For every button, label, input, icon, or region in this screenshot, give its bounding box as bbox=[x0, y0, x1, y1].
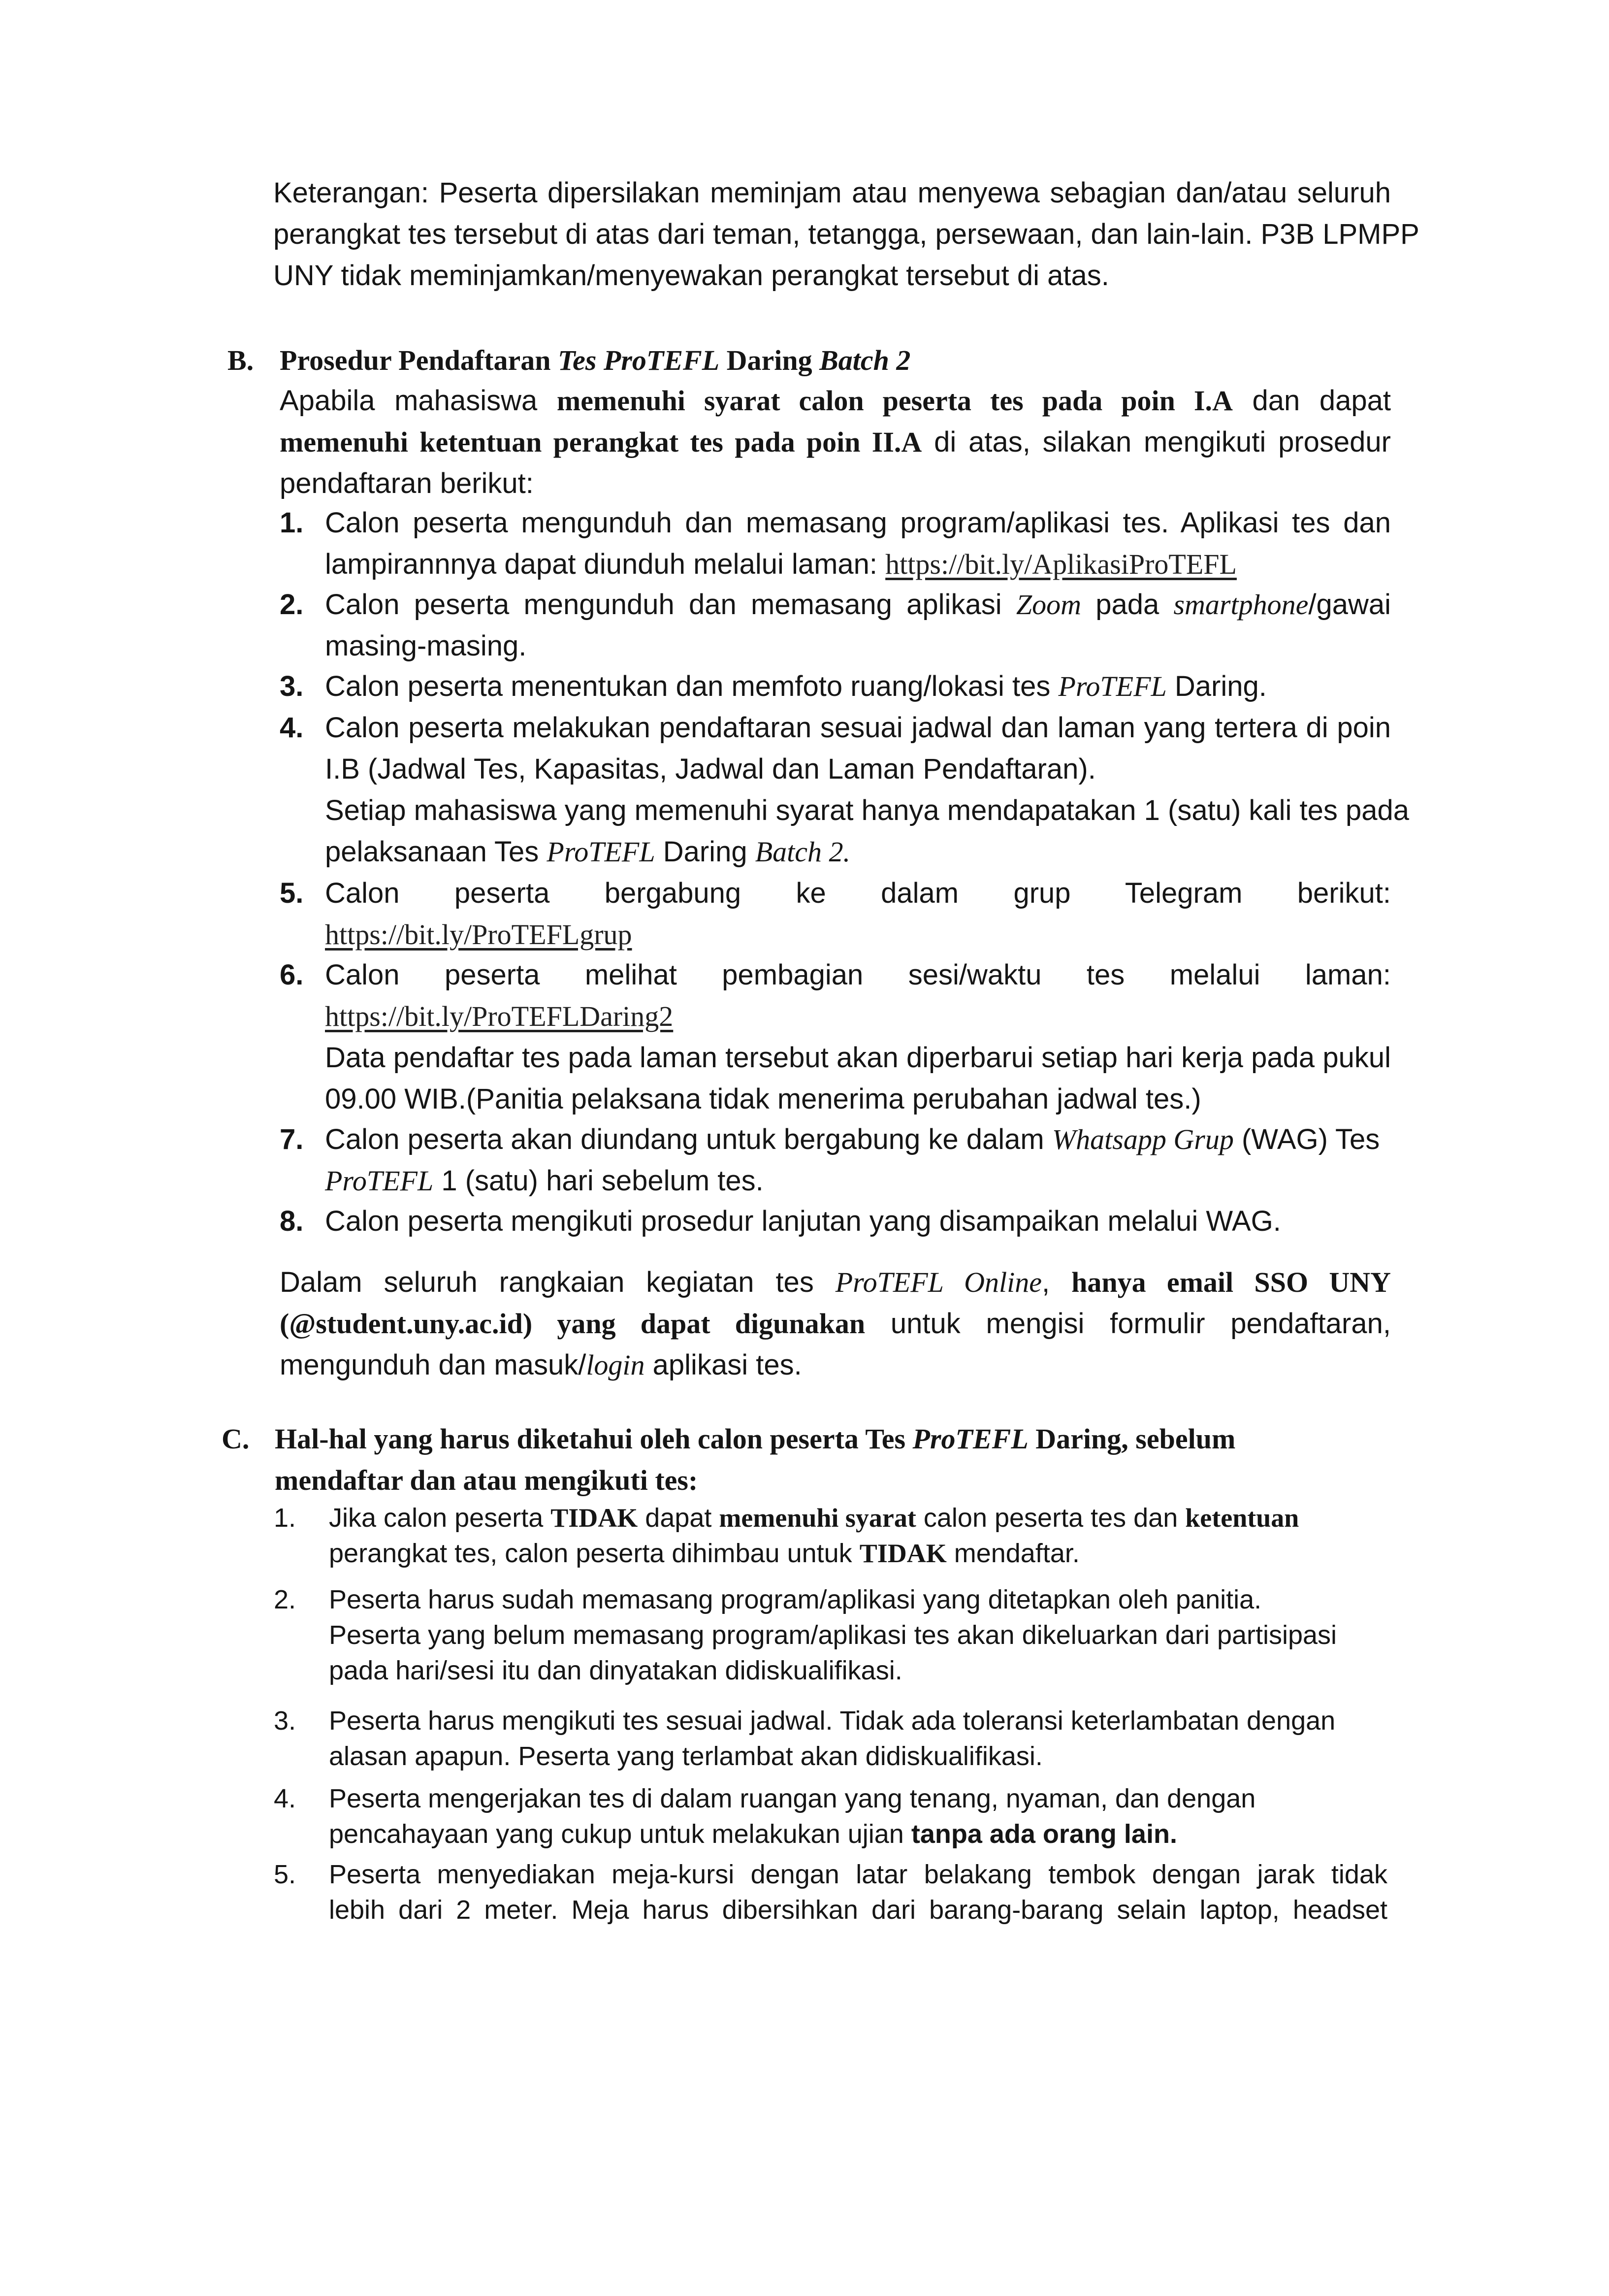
intro-line-2 bbox=[280, 422, 1391, 463]
c-item-4-line-2 bbox=[329, 1816, 1387, 1852]
c-item-2-line-3: pada hari/sesi itu dan dinyatakan didiskualifikasi. bbox=[329, 1656, 902, 1685]
b-item-1 bbox=[325, 502, 1391, 585]
section-c-letter: C. bbox=[222, 1423, 250, 1455]
c-item-5 bbox=[329, 1857, 1387, 1928]
b-item-5-line-2 bbox=[325, 914, 1391, 955]
section-c-title bbox=[275, 1418, 1387, 1501]
b-item-8-number: 8. bbox=[280, 1205, 304, 1237]
c-item-1-number: 1. bbox=[274, 1503, 296, 1533]
tanpa-orang-lain-bold: tanpa ada orang lain. bbox=[911, 1819, 1177, 1849]
b-item-6-line-2 bbox=[325, 996, 1391, 1037]
b-item-4-number: 4. bbox=[280, 712, 304, 744]
closing-line-3 bbox=[280, 1345, 1391, 1386]
session-schedule-link[interactable]: https://bit.ly/ProTEFLDaring2 bbox=[325, 1000, 674, 1032]
smartphone-italic: smartphone bbox=[1173, 589, 1309, 621]
closing-bold: hanya email SSO UNY bbox=[1071, 1266, 1391, 1298]
section-b-title-part: Daring bbox=[719, 344, 820, 376]
section-c-title-line-2: mendaftar dan atau mengikuti tes: bbox=[275, 1464, 698, 1496]
b-item-8: Calon peserta mengikuti prosedur lanjutan yang disampaikan melalui WAG. bbox=[325, 1205, 1281, 1237]
login-italic: login bbox=[586, 1349, 645, 1381]
intro-text: Apabila mahasiswa bbox=[280, 385, 557, 417]
b-item-7-text: 1 (satu) hari sebelum tes. bbox=[433, 1165, 764, 1197]
ketentuan-bold: ketentuan bbox=[1185, 1503, 1299, 1533]
b-item-1-line-2 bbox=[325, 544, 1391, 585]
b-item-2-text: pada bbox=[1081, 589, 1174, 621]
telegram-group-link[interactable]: https://bit.ly/ProTEFLgrup bbox=[325, 918, 632, 951]
b-item-7 bbox=[325, 1119, 1391, 1202]
keterangan-line-1: Keterangan: Peserta dipersilakan meminjam atau menyewa sebagian dan/atau seluruh bbox=[273, 177, 1391, 209]
closing-bold: (@student.uny.ac.id) yang dapat digunakan bbox=[280, 1308, 866, 1340]
intro-line-3: pendaftaran berikut: bbox=[280, 467, 534, 499]
b-item-7-text: Calon peserta akan diundang untuk bergabung ke dalam bbox=[325, 1123, 1052, 1155]
keterangan-line-3: UNY tidak meminjamkan/menyewakan perangkat tersebut di atas. bbox=[273, 260, 1109, 292]
closing-text: aplikasi tes. bbox=[644, 1349, 802, 1381]
b-item-4-line-2: I.B (Jadwal Tes, Kapasitas, Jadwal dan Laman Pendaftaran). bbox=[325, 753, 1096, 785]
closing-line-2 bbox=[280, 1303, 1391, 1345]
intro-bold: memenuhi ketentuan perangkat tes pada poin II.A bbox=[280, 426, 922, 458]
b-item-1-number: 1. bbox=[280, 507, 304, 539]
b-item-2-line-1 bbox=[325, 584, 1391, 625]
b-item-4-line-3: Setiap mahasiswa yang memenuhi syarat hanya mendapatakan 1 (satu) kali tes pada bbox=[325, 794, 1410, 826]
closing-text: , bbox=[1042, 1266, 1072, 1298]
c-item-3-line-2: alasan apapun. Peserta yang terlambat akan didiskualifikasi. bbox=[329, 1741, 1043, 1771]
c-item-1-text: perangkat tes, calon peserta dihimbau untuk bbox=[329, 1539, 860, 1568]
b-item-3 bbox=[325, 666, 1391, 707]
b-item-2-line-2: masing-masing. bbox=[325, 630, 527, 662]
c-item-3 bbox=[329, 1703, 1387, 1774]
c-item-1-text: dapat bbox=[638, 1503, 719, 1533]
section-c-title-line-1 bbox=[275, 1418, 1387, 1460]
closing-line-1 bbox=[280, 1262, 1391, 1303]
c-item-1-line-2 bbox=[329, 1536, 1387, 1571]
c-item-2-line-2: Peserta yang belum memasang program/aplikasi tes akan dikeluarkan dari partisipasi bbox=[329, 1620, 1337, 1650]
b-item-4 bbox=[325, 707, 1410, 873]
intro-bold: memenuhi syarat calon peserta tes pada poin I.A bbox=[556, 385, 1233, 417]
c-item-1-text: Jika calon peserta bbox=[329, 1503, 551, 1533]
b-item-2-text: /gawai bbox=[1308, 589, 1391, 621]
b-item-7-line-1 bbox=[325, 1119, 1391, 1160]
b-item-4-line-1: Calon peserta melakukan pendaftaran sesuai jadwal dan laman yang tertera di poin bbox=[325, 712, 1391, 744]
protefl-online-italic: ProTEFL Online bbox=[835, 1266, 1042, 1298]
keterangan-line-2: perangkat tes tersebut di atas dari teman, tetangga, persewaan, dan lain-lain. P3B LPMPP bbox=[273, 218, 1419, 250]
b-item-3-text: Daring. bbox=[1166, 670, 1267, 702]
b-item-4-text: Daring bbox=[655, 836, 755, 868]
b-item-4-line-4 bbox=[325, 831, 1391, 873]
b-item-6-line-4: 09.00 WIB.(Panitia pelaksana tidak menerima perubahan jadwal tes.) bbox=[325, 1083, 1201, 1115]
c-item-2-number: 2. bbox=[274, 1585, 296, 1614]
tidak-bold: TIDAK bbox=[550, 1503, 638, 1533]
b-item-7-number: 7. bbox=[280, 1123, 304, 1155]
b-item-6-line-3: Data pendaftar tes pada laman tersebut akan diperbarui setiap hari kerja pada pukul bbox=[325, 1042, 1391, 1074]
section-b-title-italic: Tes ProTEFL bbox=[557, 344, 720, 376]
b-item-1-text: lampirannnya dapat diunduh melalui laman: bbox=[325, 548, 886, 580]
c-item-4-number: 4. bbox=[274, 1784, 296, 1813]
section-b-title bbox=[280, 340, 910, 381]
b-item-2 bbox=[325, 584, 1391, 667]
c-item-1-text: calon peserta tes dan bbox=[916, 1503, 1186, 1533]
b-item-7-line-2 bbox=[325, 1160, 1391, 1202]
c-item-1-line-1 bbox=[329, 1500, 1387, 1536]
protefl-italic: ProTEFL bbox=[547, 836, 655, 868]
closing-text: Dalam seluruh rangkaian kegiatan tes bbox=[280, 1266, 836, 1298]
tidak-bold: TIDAK bbox=[859, 1539, 947, 1568]
b-item-5-line-1: Calon peserta bergabung ke dalam grup Telegram berikut: bbox=[325, 877, 1391, 909]
b-item-6-number: 6. bbox=[280, 959, 304, 991]
c-item-5-number: 5. bbox=[274, 1860, 296, 1889]
b-item-3-text: Calon peserta menentukan dan memfoto ruang/lokasi tes bbox=[325, 670, 1059, 702]
c-item-2-line-1: Peserta harus sudah memasang program/aplikasi yang ditetapkan oleh panitia. bbox=[329, 1585, 1262, 1614]
section-b-closing bbox=[280, 1262, 1391, 1386]
intro-text: di atas, silakan mengikuti prosedur bbox=[922, 426, 1391, 458]
section-b-letter: B. bbox=[227, 344, 254, 376]
c-item-1-text: mendaftar. bbox=[946, 1539, 1080, 1568]
protefl-italic: ProTEFL bbox=[912, 1423, 1029, 1455]
c-item-4-text: pencahayaan yang cukup untuk melakukan ujian bbox=[329, 1819, 911, 1849]
intro-line-1 bbox=[280, 380, 1391, 422]
memenuhi-syarat-bold: memenuhi syarat bbox=[719, 1503, 916, 1533]
zoom-italic: Zoom bbox=[1016, 589, 1081, 621]
b-item-5 bbox=[325, 873, 1391, 955]
c-item-3-line-1: Peserta harus mengikuti tes sesuai jadwal. Tidak ada toleransi keterlambatan dengan bbox=[329, 1706, 1336, 1736]
section-c-title-part: Hal-hal yang harus diketahui oleh calon peserta Tes bbox=[275, 1423, 913, 1455]
whatsapp-grup-italic: Whatsapp Grup bbox=[1052, 1123, 1234, 1155]
b-item-6 bbox=[325, 954, 1391, 1120]
c-item-2 bbox=[329, 1582, 1387, 1688]
c-item-4 bbox=[329, 1781, 1387, 1852]
aplikasi-protefl-link[interactable]: https://bit.ly/AplikasiProTEFL bbox=[885, 548, 1237, 580]
b-item-3-number: 3. bbox=[280, 670, 304, 702]
b-item-6-line-1: Calon peserta melihat pembagian sesi/waktu tes melalui laman: bbox=[325, 959, 1391, 991]
c-item-5-line-2: lebih dari 2 meter. Meja harus dibersihkan dari barang-barang selain laptop, headset bbox=[329, 1895, 1387, 1925]
b-item-1-line-1: Calon peserta mengunduh dan memasang program/aplikasi tes. Aplikasi tes dan bbox=[325, 507, 1391, 539]
c-item-4-line-1: Peserta mengerjakan tes di dalam ruangan yang tenang, nyaman, dan dengan bbox=[329, 1784, 1256, 1813]
c-item-5-line-1: Peserta menyediakan meja-kursi dengan latar belakang tembok dengan jarak tidak bbox=[329, 1860, 1387, 1889]
b-item-4-text: pelaksanaan Tes bbox=[325, 836, 547, 868]
keterangan-paragraph bbox=[273, 172, 1419, 296]
intro-text: dan dapat bbox=[1232, 385, 1391, 417]
section-b-title-part: Prosedur Pendaftaran bbox=[280, 344, 558, 376]
b-item-5-number: 5. bbox=[280, 877, 304, 909]
b-item-2-text: Calon peserta mengunduh dan memasang aplikasi bbox=[325, 589, 1016, 621]
section-b-title-batch: Batch 2 bbox=[819, 344, 911, 376]
c-item-1 bbox=[329, 1500, 1387, 1571]
b-item-2-number: 2. bbox=[280, 589, 304, 621]
b-item-7-text: (WAG) Tes bbox=[1233, 1123, 1380, 1155]
section-c-title-part: Daring, sebelum bbox=[1028, 1423, 1236, 1455]
batch-italic: Batch 2. bbox=[755, 836, 850, 868]
closing-text: untuk mengisi formulir pendaftaran, bbox=[865, 1308, 1391, 1340]
c-item-3-number: 3. bbox=[274, 1706, 296, 1736]
section-b-intro bbox=[280, 380, 1391, 504]
protefl-italic: ProTEFL bbox=[1058, 670, 1167, 702]
protefl-italic: ProTEFL bbox=[325, 1165, 434, 1197]
closing-text: mengunduh dan masuk/ bbox=[280, 1349, 586, 1381]
